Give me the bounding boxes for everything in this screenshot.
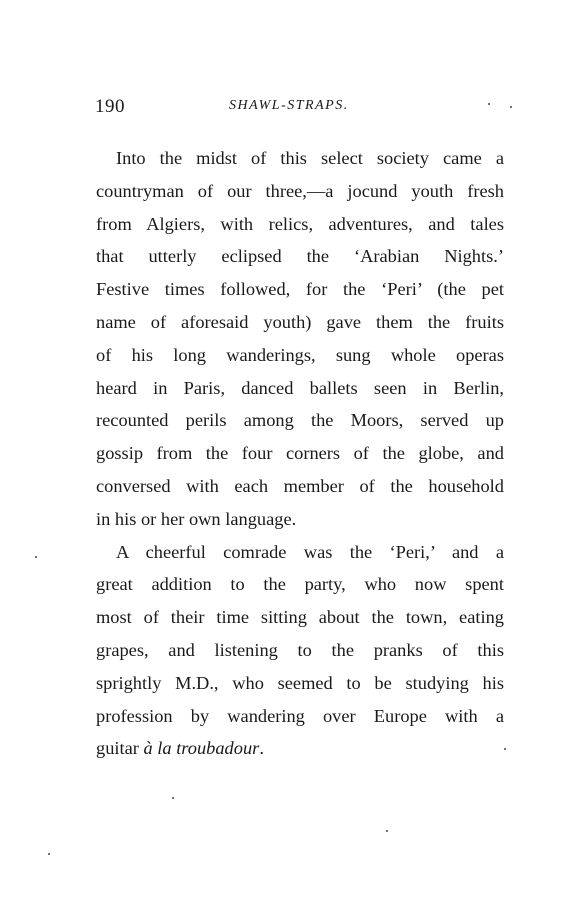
text-line: A cheerful comrade was the ‘Peri,’ and a — [116, 541, 504, 562]
text-line: profession by wandering over Europe with a — [96, 705, 504, 726]
running-head — [95, 96, 505, 122]
text-line: conversed with each member of the household — [96, 475, 504, 496]
text-line: heard in Paris, danced ballets seen in Berlin, — [96, 377, 504, 398]
text-fragment: guitar — [96, 738, 144, 759]
text-line: gossip from the four corners of the globe, and — [96, 443, 504, 464]
scan-speck — [504, 748, 506, 750]
scan-speck — [172, 797, 174, 799]
text-line: of his long wanderings, sung whole operas — [96, 344, 504, 365]
text-line: Into the midst of this select society came a — [116, 148, 504, 168]
scan-speck — [510, 106, 512, 108]
text-line: grapes, and listening to the pranks of this — [96, 639, 504, 660]
running-title: SHAWL-STRAPS. — [229, 98, 349, 113]
text-line: from Algiers, with relics, adventures, and tales — [96, 213, 504, 234]
scan-speck — [35, 556, 37, 558]
text-fragment: . — [259, 738, 264, 759]
text-line: recounted perils among the Moors, served up — [96, 410, 504, 431]
text-line: name of aforesaid youth) gave them the fruits — [96, 311, 504, 332]
text-line: that utterly eclipsed the ‘Arabian Nights.’ — [96, 246, 504, 267]
text-line-final — [96, 732, 504, 765]
text-line: great addition to the party, who now spent — [96, 574, 504, 595]
scan-speck — [48, 853, 50, 855]
italic-phrase: à la troubadour — [143, 738, 260, 759]
text-line: sprightly M.D., who seemed to be studying his — [96, 672, 504, 693]
text-line: in his or her own language. — [96, 508, 297, 529]
text-line: Festive times followed, for the ‘Peri’ (the pet — [96, 279, 504, 300]
scan-speck — [488, 103, 490, 105]
text-line: countryman of our three,—a jocund youth fresh — [96, 180, 504, 201]
page-number: 190 — [95, 96, 125, 117]
scan-speck — [386, 830, 388, 832]
body-text — [96, 142, 504, 765]
text-line: most of their time sitting about the town, eating — [96, 607, 504, 628]
